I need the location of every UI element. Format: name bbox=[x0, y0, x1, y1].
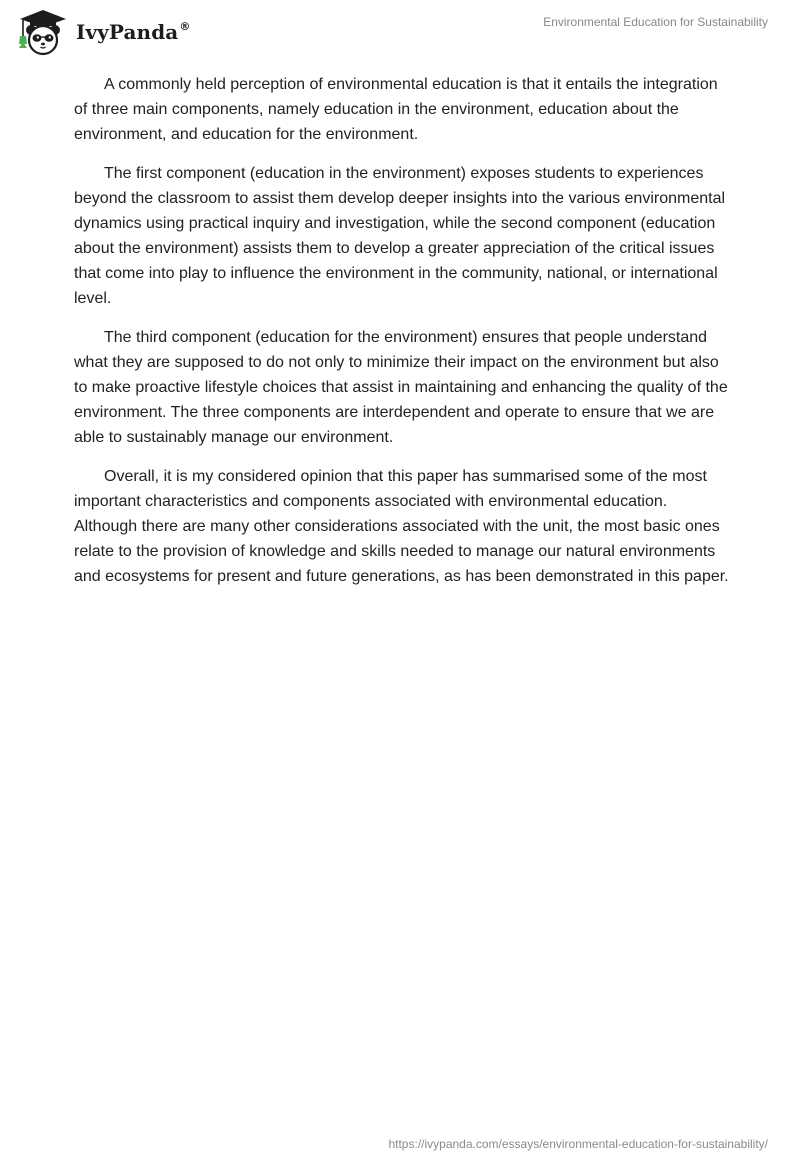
ivypanda-logo[interactable] bbox=[14, 8, 190, 58]
panda-graduate-icon bbox=[14, 8, 72, 58]
paragraph: The first component (education in the environment) exposes students to experiences beyond the classroom to assist them develop deeper insights into the various environmental dynamics using practical inquiry and investigation, while the second component (education about the environment) assists them to develop a greater appreciation of the critical issues that come into play to influence the environment in the community, national, or international level. bbox=[74, 165, 726, 307]
source-url[interactable]: https://ivypanda.com/essays/environmental-education-for-sustainability/ bbox=[388, 1137, 768, 1151]
document-title: Environmental Education for Sustainability bbox=[543, 15, 768, 29]
paragraph: Overall, it is my considered opinion that this paper has summarised some of the most important characteristics and components associated with environmental education. Although there are many other considerations associated with the unit, the most basic ones relate to the provision of knowledge and skills needed to manage our natural environments and ecosystems for present and future generations, as has been demonstrated in this paper. bbox=[74, 468, 729, 585]
brand-name: IvyPanda® bbox=[76, 20, 191, 44]
page-header bbox=[0, 0, 800, 70]
registered-mark: ® bbox=[179, 20, 191, 33]
paragraph: A commonly held perception of environmental education is that it entails the integration of three main components, namely education in the environment, education about the environment, and education for the environment. bbox=[74, 76, 718, 143]
paragraph: The third component (education for the environment) ensures that people understand what they are supposed to do not only to minimize their impact on the environment but also to make proactive lifestyle choices that assist in maintaining and enhancing the quality of the environment. The three components are interdependent and operate to ensure that we are able to sustainably manage our environment. bbox=[74, 329, 728, 446]
essay-body bbox=[74, 72, 730, 603]
